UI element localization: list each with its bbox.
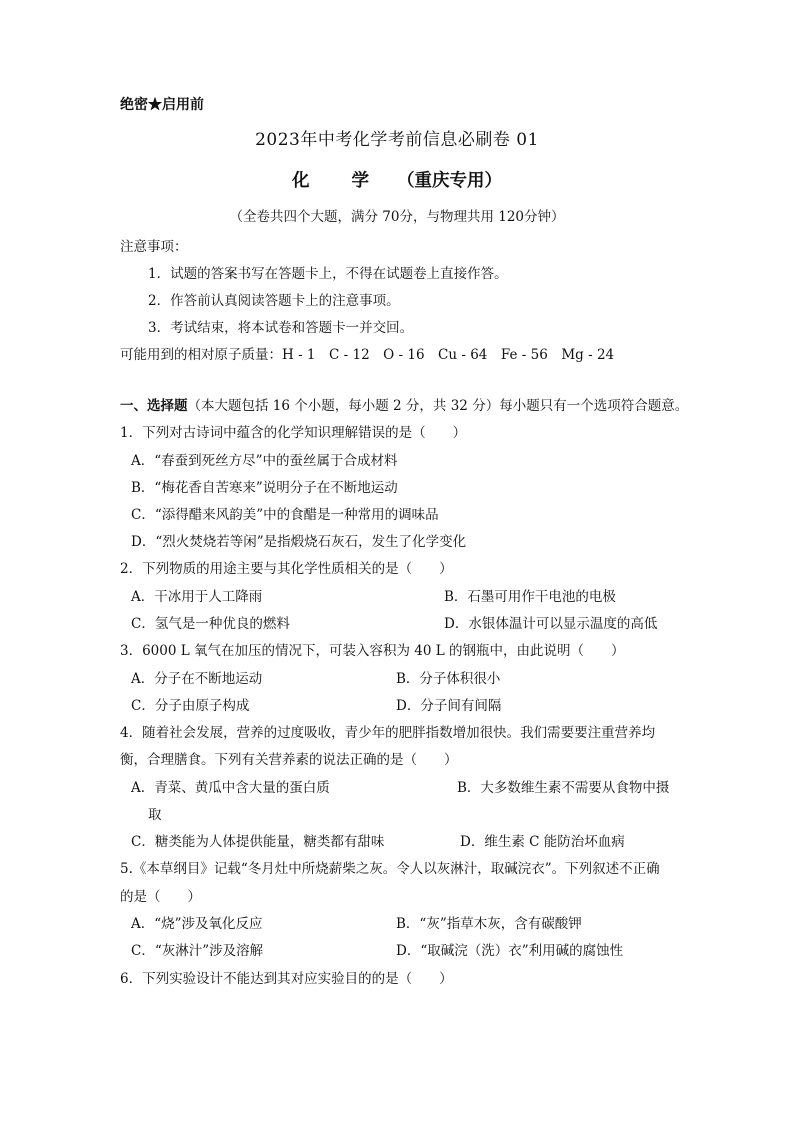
question-3-option-c: C．分子由原子构成 [131,698,250,714]
question-2-stem: 2．下列物质的用途主要与其化学性质相关的是（ ） [120,561,453,577]
subject-name: 化 学 [291,171,388,191]
question-5-stem: 5.《本草纲目》记载“冬月灶中所烧薪柴之灰。令人以灰淋汁，取碱浣衣”。下列叙述不正确 [120,861,660,877]
notice-label: 注意事项： [120,239,188,255]
question-4-stem: 4．随着社会发展，营养的过度吸收，青少年的肥胖指数增加很快。我们需要要注重营养均 [120,725,656,741]
question-5-option-a: A．“烧”涉及氧化反应 [131,916,263,932]
question-1-option-a: A．“春蚕到死丝方尽”中的蚕丝属于合成材料 [131,453,398,469]
question-5-stem-continued: 的是（ ） [120,889,201,905]
notice-item: 1．试题的答案书写在答题卡上，不得在试题卷上直接作答。 [148,266,508,282]
question-5-option-c: C．“灰淋汁”涉及溶解 [131,943,264,959]
exam-title: 2023年中考化学考前信息必刷卷 01 [255,130,539,150]
question-1-option-d: D．“烈火焚烧若等闲”是指煅烧石灰石，发生了化学变化 [131,534,467,550]
question-3-option-b: B．分子体积很小 [396,671,501,687]
region-label: （重庆专用） [397,171,503,191]
question-1-option-c: C．“添得醋来风韵美”中的食醋是一种常用的调味品 [131,507,439,523]
question-2-option-a: A．干冰用于人工降雨 [131,589,263,605]
notice-item: 2．作答前认真阅读答题卡上的注意事项。 [148,293,400,309]
question-5-option-b: B．“灰”指草木灰，含有碳酸钾 [396,916,582,932]
question-2-option-d: D．水银体温计可以显示温度的高低 [444,616,658,632]
question-6-stem: 6．下列实验设计不能达到其对应实验目的的是（ ） [120,971,453,987]
question-4-option-b: B．大多数维生素不需要从食物中摄 [457,780,670,796]
question-3-option-a: A．分子在不断地运动 [131,671,263,687]
question-4-option-b-continued: 取 [148,807,162,823]
question-5-option-d: D．“取碱浣（洗）衣”利用碱的腐蚀性 [396,943,624,959]
question-4-option-c: C．糖类能为人体提供能量，糖类都有甜味 [131,834,385,850]
confidential-mark: 绝密★启用前 [120,97,204,113]
question-4-stem-continued: 衡，合理膳食。下列有关营养素的说法正确的是（ ） [120,752,458,768]
question-3-stem: 3．6000 L 氧气在加压的情况下，可装入容积为 40 L 的钢瓶中，由此说明（ ） [120,643,625,659]
exam-info: （全卷共四个大题，满分 70分，与物理共用 120分钟） [229,209,565,225]
notice-item: 3．考试结束，将本试卷和答题卡一并交回。 [148,320,414,336]
section-heading-line [120,397,688,415]
section-heading: 一、选择题 [120,398,188,414]
question-3-option-d: D．分子间有间隔 [396,698,502,714]
atomic-masses: 可能用到的相对原子质量：H - 1 C - 12 O - 16 Cu - 64 Fe - 56 Mg - 24 [120,347,615,363]
question-4-option-d: D．维生素 C 能防治坏血病 [460,834,625,850]
question-1-stem: 1．下列对古诗词中蕴含的化学知识理解错误的是（ ） [120,425,467,441]
subject-line [0,172,794,190]
question-2-option-c: C．氢气是一种优良的燃料 [131,616,290,632]
section-description: （本大题包括 16 个小题，每小题 2 分，共 32 分）每小题只有一个选项符合题意。 [187,398,689,414]
question-2-option-b: B．石墨可用作干电池的电极 [444,589,616,605]
question-1-option-b: B．“梅花香自苦寒来”说明分子在不断地运动 [131,480,398,496]
question-4-option-a: A．青菜、黄瓜中含大量的蛋白质 [131,780,330,796]
